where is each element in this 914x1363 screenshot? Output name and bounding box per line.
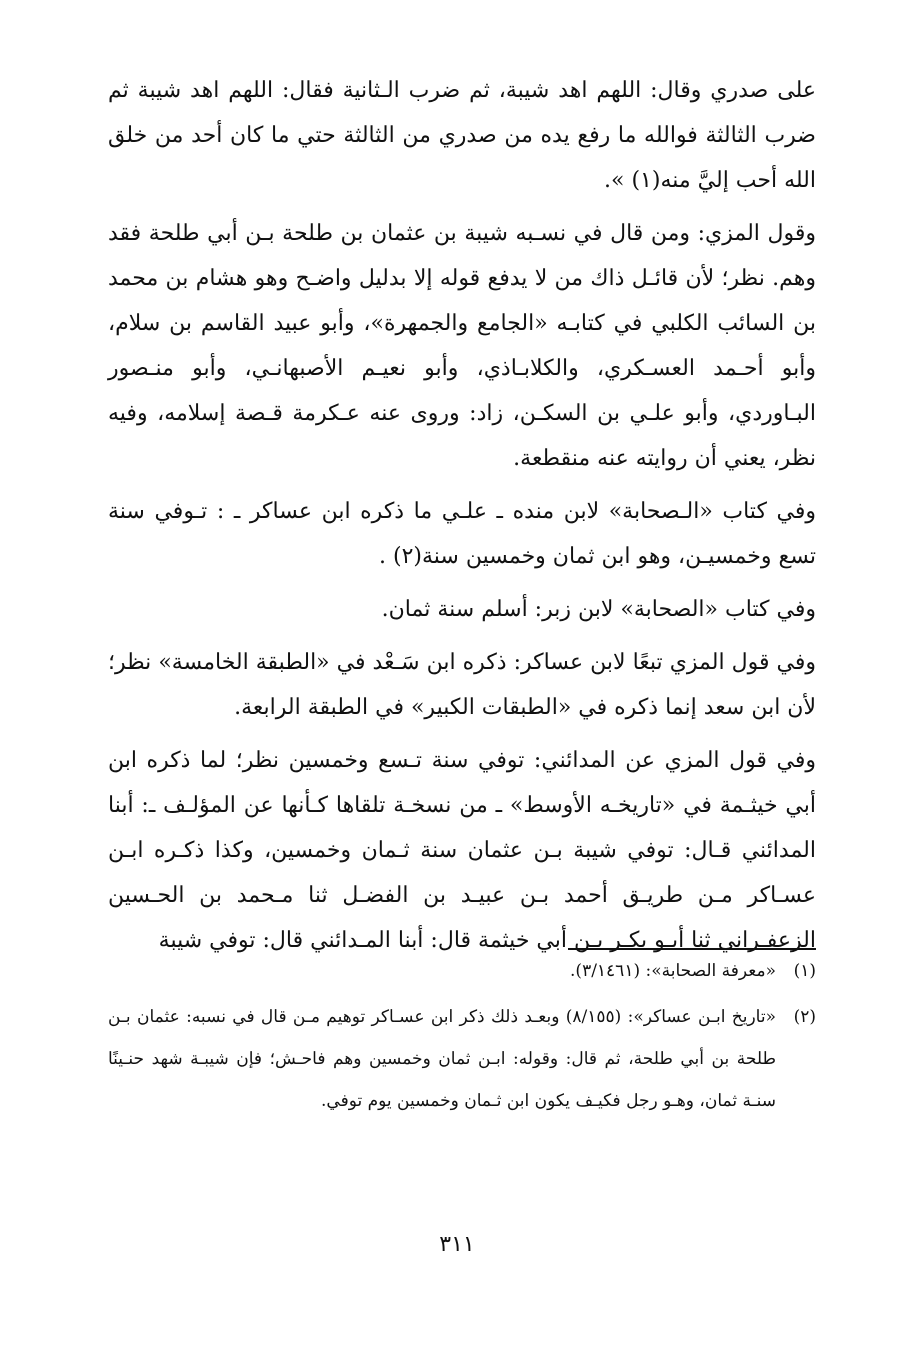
paragraph-3: وفي كتاب «الـصحابة» لابن منده ـ علـي ما ذكره ابن عساكر ـ : تـوفي سنة تسع وخمسيـن، وهو ابن ثمان وخمسين سنة(٢) .: [108, 499, 816, 569]
main-text-body: [108, 68, 816, 971]
paragraph-4: وفي كتاب «الصحابة» لابن زبر: أسلم سنة ثمان.: [381, 597, 816, 622]
footnote-2: [108, 996, 816, 1122]
footnote-number: (١): [793, 961, 816, 981]
footnote-number: (٢): [793, 1007, 816, 1027]
footnote-text: «معرفة الصحابة»: (٣/١٤٦١).: [570, 961, 776, 981]
paragraph-2: وقول المزي: ومن قال في نسـبه شيبة بن عثمان بن طلحة بـن أبي طلحة فقد وهم. نظر؛ لأن قائـل ذاك من لا يدفع قوله إلا بدليل واضـح وهو هشام بن محمد بن السائب الكلبي في كتابـه «الجامع والجمهرة»، وأبو عبيد القاسم بن سلام، وأبو أحـمد العسـكري، والكلابـاذي، وأبو نعيـم الأصبهانـي، وأبو منـصور البـاوردي، وأبو علـي بن السكـن، زاد: وروى عنه عـكرمة قـصة إسلامه، وفيه نظر، يعني أن روايته عنه منقطعة.: [108, 221, 816, 471]
footnotes-section: [108, 950, 816, 1126]
paragraph-1: على صدري وقال: اللهم اهد شيبة، ثم ضرب الـثانية فقال: اللهم اهد شيبة ثم ضرب الثالثة فوالله ما رفع يده من صدري من الثالثة حتي ما كان أحد من خلق الله أحب إليَّ منه(١) ».: [108, 78, 816, 193]
paragraph-5: وفي قول المزي تبعًا لابن عساكر: ذكره ابن سَـعْد في «الطبقة الخامسة» نظر؛ لأن ابن سعد إنما ذكره في «الطبقات الكبير» في الطبقة الرابعة.: [108, 650, 816, 720]
page-number: ٣١١: [439, 1232, 475, 1257]
footnote-text: «تاريخ ابـن عساكر»: (٨/١٥٥) وبعـد ذلك ذكر ابن عسـاكر توهيم مـن قال في نسبه: عثمان بـن طلحة بن أبي طلحة، ثم قال: وقوله: ابـن ثمان وخمسين وهم فاحـش؛ فإن شيبـة شهد حنـينًا سنـة ثمان، وهـو رجل فكيـف يكون ابن ثـمان وخمسين يوم توفي.: [108, 1007, 776, 1111]
paragraph-6: وفي قول المزي عن المدائني: توفي سنة تـسع وخمسين نظر؛ لما ذكره ابن أبي خيثـمة في «تاريخـه الأوسط» ـ من نسخـة تلقاها كـأنها عن المؤلـف ـ: أبنا المدائني قـال: توفي شيبة بـن عثمان سنة ثـمان وخمسين، وكذا ذكـره ابـن عسـاكر مـن طريـق أحمد بـن عبيـد بن الفضـل ثنا مـحمد بن الحـسين الزعفـراني ثنا أبـو بكـر بـن أبي خيثمة قال: أبنا المـدائني قال: توفي شيبة: [108, 748, 816, 953]
footnote-1: [108, 950, 816, 992]
